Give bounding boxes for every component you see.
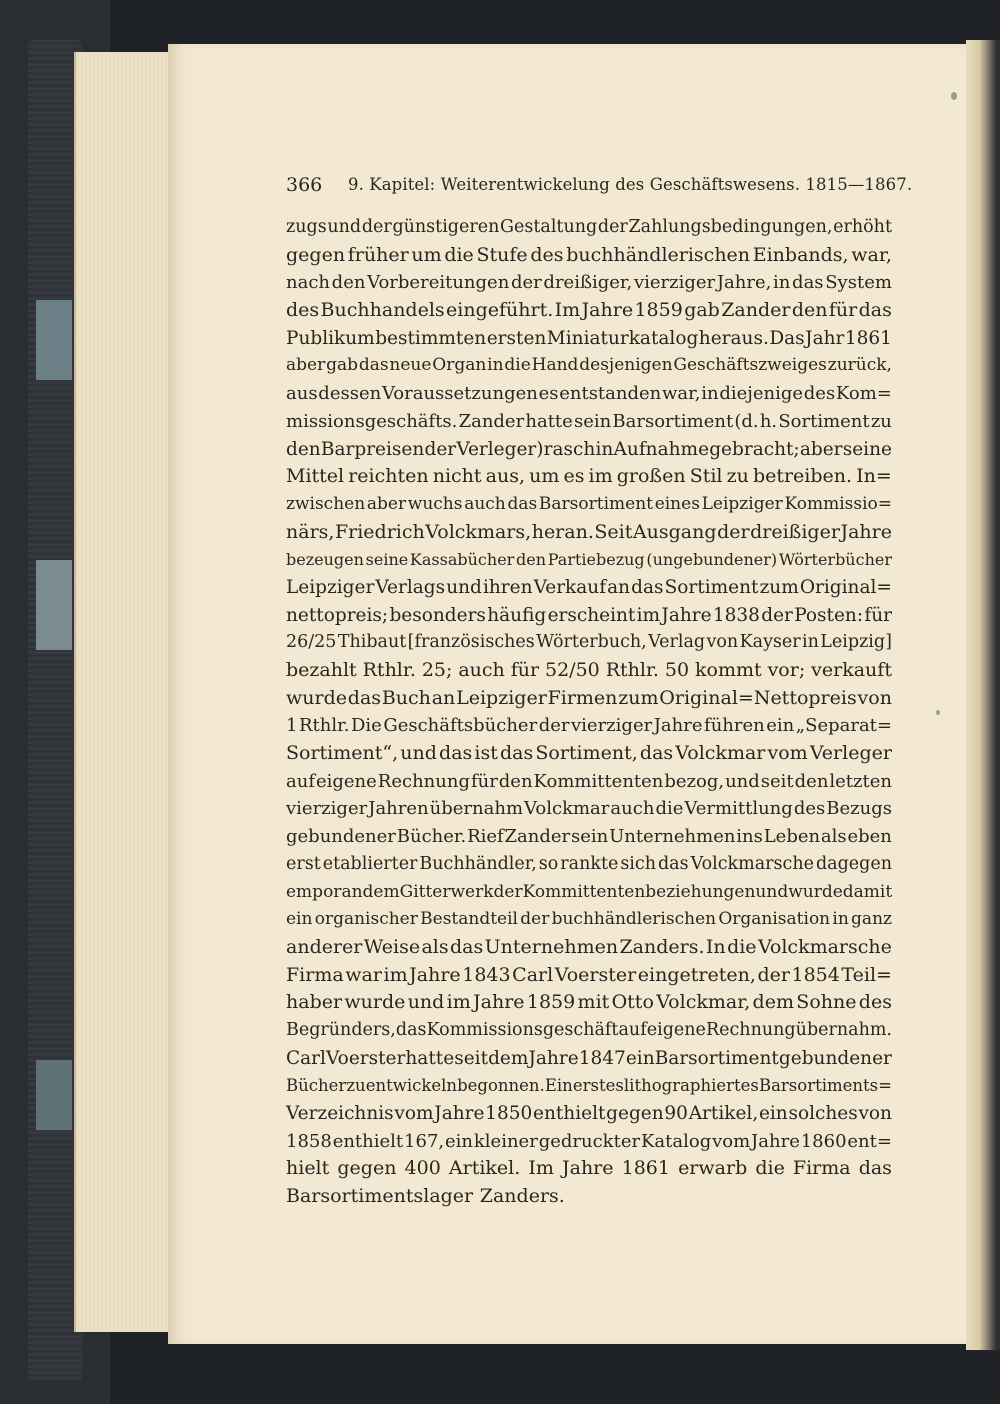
page-header xyxy=(286,174,913,200)
cover-wear-patch xyxy=(36,1060,72,1130)
text-line: Begründers, das Kommissionsgeschäft auf eigene Rechnung übernahm. xyxy=(286,1019,892,1040)
text-line: 1 Rthlr. Die Geschäftsbücher der vierziger Jahre führen ein „Separat= xyxy=(286,715,892,737)
text-line: Bücher zu entwickeln begonnen. Ein erstes lithographiertes Barsortiments= xyxy=(286,1076,892,1096)
text-line: bezeugen seine Kassabücher den Partiebezug (ungebundener) Wörterbücher xyxy=(286,550,892,570)
text-line: des Buchhandels eingeführt. Im Jahre 1859 gab Zander den für das xyxy=(286,299,892,322)
text-line: missionsgeschäfts. Zander hatte sein Barsortiment (d. h. Sortiment zu xyxy=(286,410,892,432)
text-line: nettopreis; besonders häufig erscheint im Jahre 1838 der Posten: für xyxy=(286,604,892,626)
text-line: Verzeichnis vom Jahre 1850 enthielt gegen 90 Artikel, ein solches von xyxy=(286,1103,892,1124)
text-line: Publikum bestimmten ersten Miniaturkatalog heraus. Das Jahr 1861 xyxy=(286,327,892,349)
cover-wear-patch xyxy=(36,300,72,380)
text-line: zugs und der günstigeren Gestaltung der Zahlungsbedingungen, erhöht xyxy=(286,217,892,237)
text-line: aus dessen Voraussetzungen es entstanden war, in diejenige des Kom= xyxy=(286,383,892,405)
text-line: ein organischer Bestandteil der buchhändlerischen Organisation in ganz xyxy=(286,909,892,930)
page-number: 366 xyxy=(286,174,323,196)
running-title: 9. Kapitel: Weiterentwickelung des Geschäftswesens. 1815—1867. xyxy=(348,175,913,194)
paper-spot xyxy=(936,710,940,715)
text-line: bezahlt Rthlr. 25; auch für 52/50 Rthlr. 50 kommt vor; verkauft xyxy=(286,659,892,681)
paper-spot xyxy=(951,92,957,100)
right-page-edge xyxy=(966,40,1000,1350)
text-line: anderer Weise als das Unternehmen Zanders. In die Volckmarsche xyxy=(286,935,892,958)
text-line: haber wurde und im Jahre 1859 mit Otto Volckmar, dem Sohne des xyxy=(286,991,892,1014)
text-line: Sortiment“, und das ist das Sortiment, das Volckmar vom Verleger xyxy=(286,742,892,765)
text-line: närs, Friedrich Volckmars, heran. Seit Ausgang der dreißiger Jahre xyxy=(286,520,892,543)
cover-wear-patch xyxy=(36,560,72,650)
text-line: gebundener Bücher. Rief Zander sein Unternehmen ins Leben als eben xyxy=(286,826,892,848)
text-line: Firma war im Jahre 1843 Carl Voerster eingetreten, der 1854 Teil= xyxy=(286,963,892,986)
body-text xyxy=(286,214,892,1211)
text-line: vierziger Jahren übernahm Volckmar auch die Vermittlung des Bezugs xyxy=(286,798,892,820)
text-line: erst etablierter Buchhändler, so rankte sich das Volckmarsche dagegen xyxy=(286,853,892,874)
text-line: hielt gegen 400 Artikel. Im Jahre 1861 erwarb die Firma das xyxy=(286,1157,892,1180)
text-line: gegen früher um die Stufe des buchhändlerischen Einbands, war, xyxy=(286,243,892,266)
text-line: den Barpreisen der Verleger) rasch in Aufnahme gebracht; aber seine xyxy=(286,438,892,460)
text-line: Leipziger Verlags und ihren Verkauf an das Sortiment zum Original= xyxy=(286,576,892,598)
text-line: zwischen aber wuchs auch das Barsortiment eines Leipziger Kommissio= xyxy=(286,493,892,514)
text-line: empor an dem Gitterwerk der Kommittentenbeziehungen und wurde damit xyxy=(286,881,893,902)
text-line: Carl Voerster hatte seit dem Jahre 1847 ein Barsortiment gebundener xyxy=(286,1047,892,1069)
text-line: 1858 enthielt 167, ein kleiner gedruckter Katalog vom Jahre 1860 ent= xyxy=(286,1130,892,1152)
text-line: Barsortimentslager Zanders. xyxy=(286,1185,565,1208)
text-line: wurde das Buch an Leipziger Firmen zum Original=Nettopreis von xyxy=(286,686,892,709)
text-line: 26/25 Thibaut [französisches Wörterbuch, Verlag von Kayser in Leipzig] xyxy=(286,632,892,653)
text-line: Mittel reichten nicht aus, um es im großen Stil zu betreiben. In= xyxy=(286,465,892,488)
text-line: nach den Vorbereitungen der dreißiger, vierziger Jahre, in das System xyxy=(286,272,892,294)
text-line: aber gab das neue Organ in die Hand desjenigen Geschäftszweiges zurück, xyxy=(286,355,892,376)
text-line: auf eigene Rechnung für den Kommittenten bezog, und seit den letzten xyxy=(286,770,892,792)
